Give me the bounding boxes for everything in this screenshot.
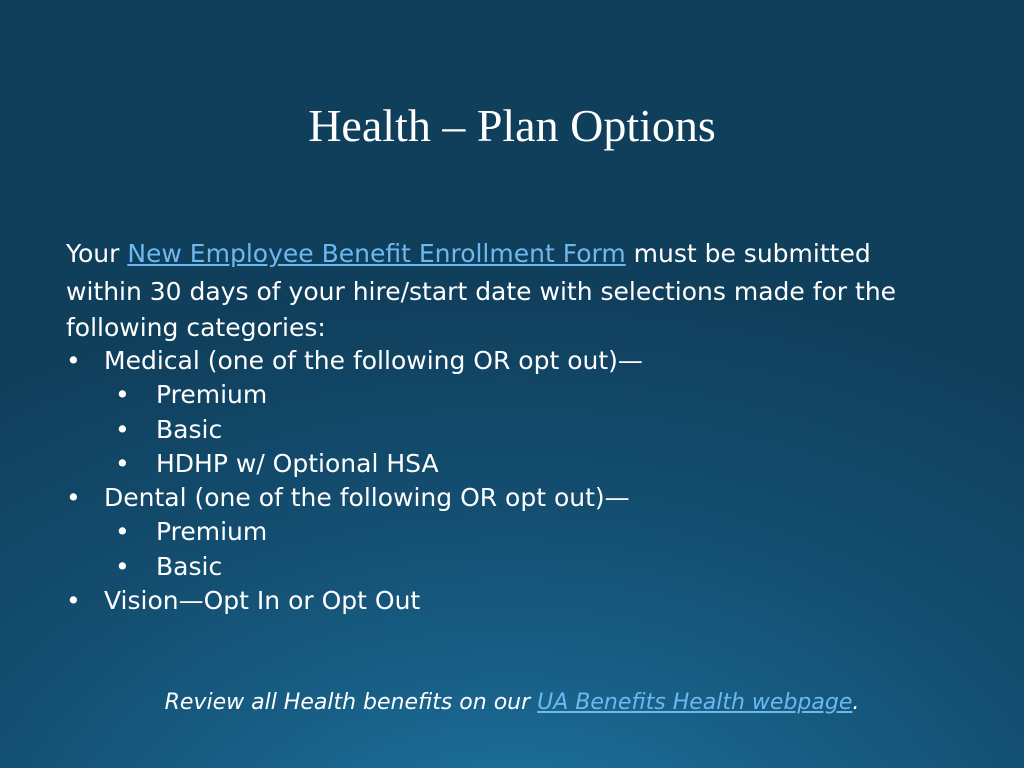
intro-line-3: following categories:	[66, 313, 326, 342]
bullet-dental: • Dental (one of the following OR opt out)—	[66, 481, 966, 515]
intro-paragraph	[66, 236, 966, 344]
medical-option-premium: • Premium	[66, 378, 966, 412]
intro-line-1	[66, 236, 966, 272]
bullet-vision: • Vision—Opt In or Opt Out	[66, 584, 966, 618]
intro-text-before-link: Your	[66, 239, 128, 268]
slide-title: Health – Plan Options	[308, 100, 716, 151]
health-webpage-link[interactable]: UA Benefits Health webpage	[537, 690, 853, 715]
footer-text-after-link: .	[852, 690, 860, 715]
medical-option-basic: • Basic	[66, 413, 966, 447]
dental-option-premium: • Premium	[66, 515, 966, 549]
intro-text-after-link: must be submitted	[625, 239, 871, 268]
category-list	[66, 344, 966, 618]
footer-note	[0, 686, 1024, 720]
intro-line-2: within 30 days of your hire/start date with selections made for the	[66, 277, 897, 306]
enrollment-form-link[interactable]: New Employee Benefit Enrollment Form	[127, 239, 626, 268]
footer-text-before-link: Review all Health benefits on our	[164, 690, 538, 715]
dental-option-basic: • Basic	[66, 550, 966, 584]
slide-body	[66, 236, 966, 618]
bullet-medical: • Medical (one of the following OR opt out)—	[66, 344, 966, 378]
medical-option-hdhp: • HDHP w/ Optional HSA	[66, 447, 966, 481]
